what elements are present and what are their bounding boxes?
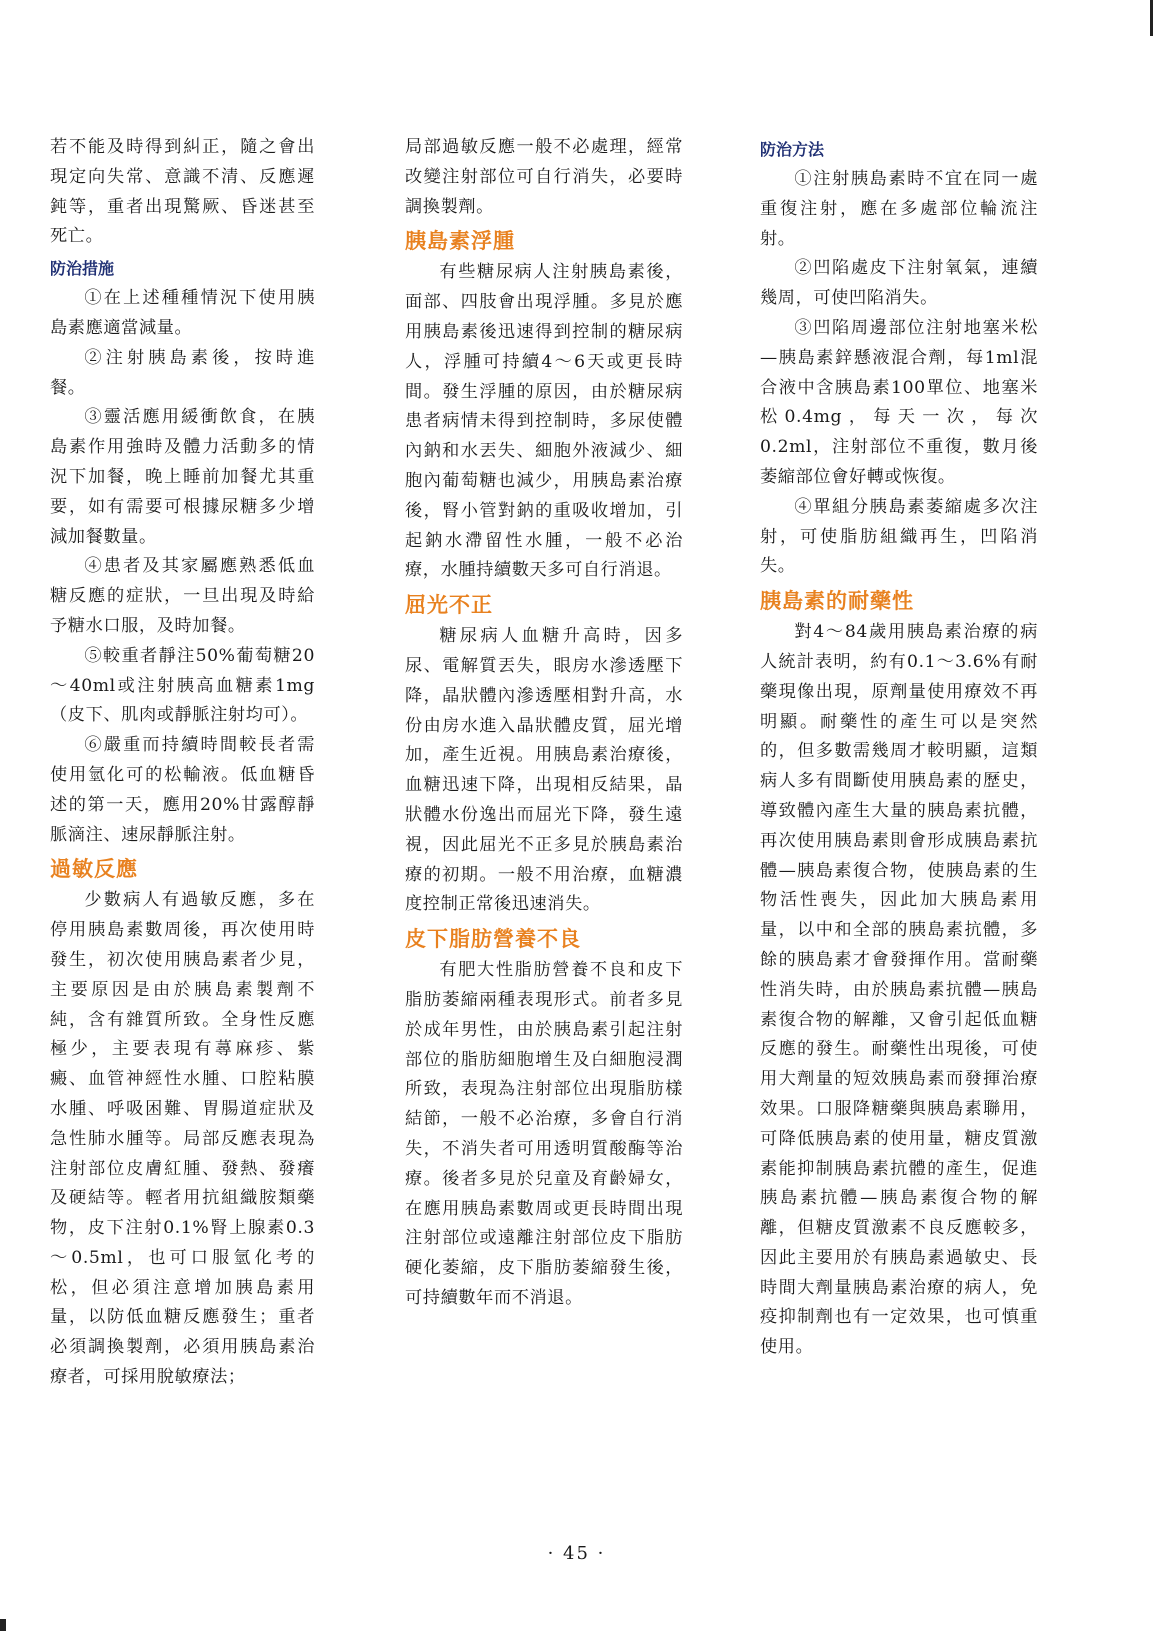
paragraph: ④單組分胰島素萎縮處多次注射，可使脂肪組織再生，凹陷消失。 [760, 496, 1038, 577]
paragraph: ①注射胰島素時不宜在同一處重復注射，應在多處部位輪流注射。 [760, 169, 1038, 249]
paragraph: 糖尿病人血糖升高時，因多尿、電解質丟失，眼房水滲透壓下降，晶狀體內滲透壓相對升高，水份由房水進入晶狀體皮質，屈光增加，產生近視。用胰島素治療後，血糖迅速下降，出現相反結果，晶狀體水份逸出而屈光下降，發生遠視，因此屈光不正多見於胰島素治療的初期。一般不用治療，血糖濃度控制正常後迅速消失。 [405, 626, 683, 915]
subheading: 防治措施 [50, 259, 115, 279]
paragraph: 局部過敏反應一般不必處理，經常改變注射部位可自行消失，必要時調換製劑。 [405, 137, 683, 217]
paragraph: ③凹陷周邊部位注射地塞米松—胰島素鋅懸液混合劑，每1ml混合液中含胰島素100單位、地塞米松0.4mg，每天一次，每次0.2ml，注射部位不重復，數月後萎縮部位會好轉或恢復。 [760, 317, 1038, 487]
paragraph: 有肥大性脂肪營養不良和皮下脂肪萎縮兩種表現形式。前者多見於成年男性，由於胰島素引起注射部位的脂肪細胞增生及白細胞浸潤所致，表現為注射部位出現脂肪樣結節，一般不必治療，多會自行消失，不消失者可用透明質酸酶等治療。後者多見於兒童及育齡婦女，在應用胰島素數周或更長時間出現注射部位或遠離注射部位皮下脂肪硬化萎縮，皮下脂肪萎縮發生後，可持續數年而不消退。 [405, 960, 683, 1308]
paragraph: 有些糖尿病人注射胰島素後，面部、四肢會出現浮腫。多見於應用胰島素後迅速得到控制的糖尿病人，浮腫可持續4～6天或更長時間。發生浮腫的原因，由於糖尿病患者病情未得到控制時，多尿使體內鈉和水丟失、細胞外液減少、細胞內葡萄糖也減少，用胰島素治療後，腎小管對鈉的重吸收增加，引起鈉水滯留性水腫，一般不必治療，水腫持續數天多可自行消退。 [405, 262, 683, 581]
section-heading: 胰島素的耐藥性 [760, 589, 914, 614]
paragraph: ⑥嚴重而持續時間較長者需使用氫化可的松輸液。低血糖昏述的第一天，應用20%甘露醇靜脈滴注、速尿靜脈注射。 [50, 735, 315, 845]
paragraph: ④患者及其家屬應熟悉低血糖反應的症狀，一旦出現及時給予糖水口服，及時加餐。 [50, 556, 315, 636]
column-right [760, 133, 1038, 1363]
column-left [50, 133, 315, 1393]
paragraph: ②凹陷處皮下注射氧氣，連續幾周，可使凹陷消失。 [760, 258, 1038, 309]
section-heading: 皮下脂肪營養不良 [405, 927, 581, 952]
paragraph: ②注射胰島素後，按時進餐。 [50, 347, 315, 398]
section-heading: 屈光不正 [405, 593, 493, 618]
paragraph: 對4～84歲用胰島素治療的病人統計表明，約有0.1～3.6%有耐藥現像出現，原劑量使用療效不再明顯。耐藥性的產生可以是突然的，但多數需幾周才較明顯，這類病人多有間斷使用胰島素的歷史，導致體內產生大量的胰島素抗體，再次使用胰島素則會形成胰島素抗體—胰島素復合物，使胰島素的生物活性喪失，因此加大胰島素用量，以中和全部的胰島素抗體，多餘的胰島素才會發揮作用。當耐藥性消失時，由於胰島素抗體—胰島素復合物的解離，又會引起低血糖反應的發生。耐藥性出現後，可使用大劑量的短效胰島素而發揮治療效果。口服降糖藥與胰島素聯用，可降低胰島素的使用量，糖皮質激素能抑制胰島素抗體的產生，促進胰島素抗體—胰島素復合物的解離，但糖皮質激素不良反應較多，因此主要用於有胰島素過敏史、長時間大劑量胰島素治療的病人，免疫抑制劑也有一定效果，也可慎重使用。 [760, 622, 1038, 1358]
paragraph: 若不能及時得到糾正，隨之會出現定向失常、意識不清、反應遲鈍等，重者出現驚厥、昏迷甚至死亡。 [50, 137, 315, 247]
subheading: 防治方法 [760, 140, 825, 159]
column-middle [405, 133, 683, 1314]
scan-mark-bottom [0, 1619, 6, 1631]
page-number: · 45 · [547, 1543, 606, 1564]
paragraph: ①在上述種種情況下使用胰島素應適當減量。 [50, 288, 315, 338]
section-heading: 胰島素浮腫 [405, 229, 515, 254]
paragraph: ③靈活應用緩衝飲食，在胰島素作用強時及體力活動多的情況下加餐，晚上睡前加餐尤其重要，如有需要可根據尿糖多少增減加餐數量。 [50, 407, 315, 547]
paragraph: ⑤較重者靜注50%葡萄糖20～40ml或注射胰高血糖素1mg（皮下、肌肉或靜脈注射均可）。 [50, 645, 315, 726]
paragraph: 少數病人有過敏反應，多在停用胰島素數周後，再次使用時發生，初次使用胰島素者少見，主要原因是由於胰島素製劑不純，含有雜質所致。全身性反應極少，主要表現有蕁麻疹、紫癜、血管神經性水腫、口腔粘膜水腫、呼吸困難、胃腸道症狀及急性肺水腫等。局部反應表現為注射部位皮膚紅腫、發熱、發癢及硬結等。輕者用抗組織胺類藥物，皮下注射0.1%腎上腺素0.3～0.5ml，也可口服氫化考的松，但必須注意增加胰島素用量，以防低血糖反應發生；重者必須調換製劑，必須用胰島素治療者，可採用脫敏療法； [50, 890, 315, 1388]
section-heading: 過敏反應 [50, 857, 138, 882]
